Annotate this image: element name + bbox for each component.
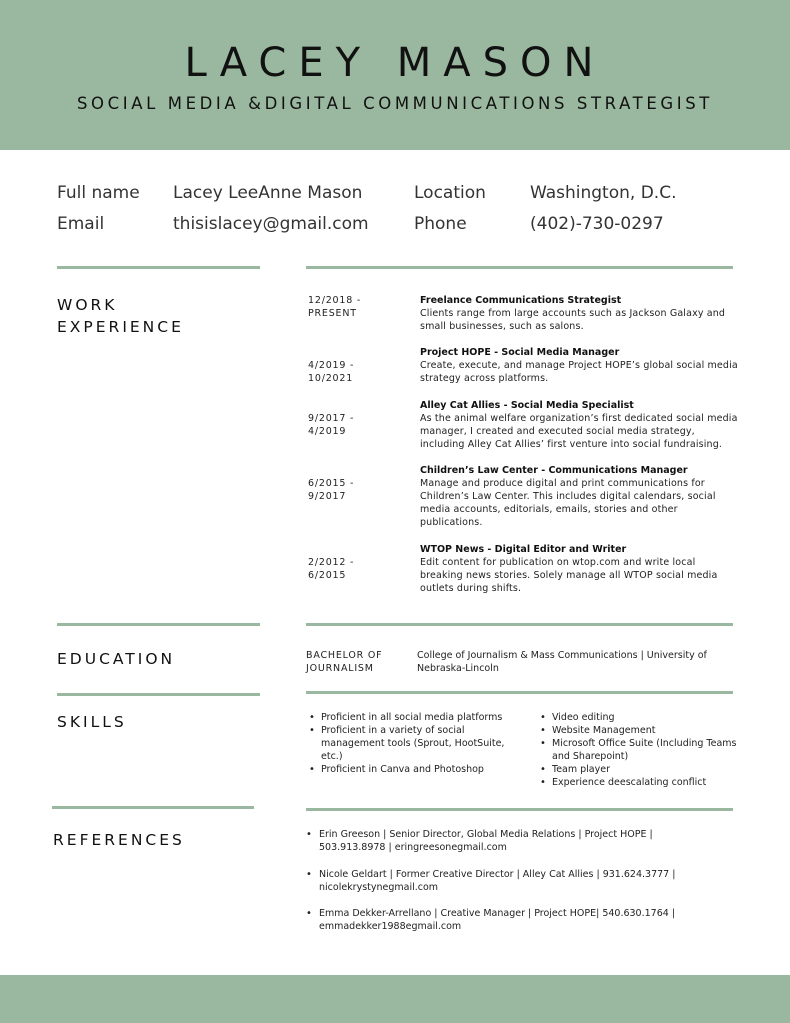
footer-band	[0, 975, 790, 1023]
job-entry	[420, 543, 738, 595]
date-end: PRESENT	[308, 308, 357, 319]
email-label: Email	[57, 214, 105, 234]
section-title-work	[57, 294, 184, 338]
divider	[57, 693, 260, 696]
job-title: Alley Cat Allies - Social Media Specialist	[420, 400, 634, 411]
resume-subtitle: SOCIAL MEDIA &DIGITAL COMMUNICATIONS STRATEGIST	[76, 94, 713, 113]
job-description: Edit content for publication on wtop.com and write local breaking news stories. Solely manage all WTOP social media outlets during shifts.	[420, 557, 718, 594]
skill-item: • Microsoft Office Suite (Including Teams and Sharepoint)	[552, 737, 738, 763]
bullet-icon: •	[306, 829, 312, 840]
divider	[57, 623, 260, 626]
section-title-skills: SKILLS	[57, 713, 127, 731]
skill-item: • Experience deescalating conflict	[552, 776, 738, 789]
reference-line: Erin Greeson | Senior Director, Global Media Relations | Project HOPE |	[319, 829, 653, 840]
reference-line: Emma Dekker-Arrellano | Creative Manager | Project HOPE| 540.630.1764 |	[319, 908, 676, 919]
work-date	[308, 294, 361, 320]
skills-list-right	[538, 711, 738, 789]
job-entry	[420, 294, 738, 333]
skill-item: • Team player	[552, 763, 738, 776]
location-label: Location	[414, 183, 486, 203]
skill-item: • Proficient in a variety of social management tools (Sprout, HootSuite, etc.)	[321, 724, 512, 763]
date-end: 6/2015	[308, 570, 347, 581]
divider	[57, 266, 260, 269]
job-title: Children’s Law Center - Communications Manager	[420, 465, 688, 476]
job-title: Freelance Communications Strategist	[420, 295, 622, 306]
date-start: 6/2015 -	[308, 478, 355, 489]
job-description: Clients range from large accounts such as Jackson Galaxy and small businesses, such as salons.	[420, 308, 726, 332]
education-school	[417, 649, 737, 675]
location-value: Washington, D.C.	[530, 183, 677, 203]
skills-list-left	[307, 711, 512, 776]
degree-line: BACHELOR OF	[306, 650, 383, 661]
school-line: College of Journalism & Mass Communications | University of	[417, 650, 707, 661]
date-start: 9/2017 -	[308, 413, 355, 424]
work-date	[308, 412, 354, 438]
job-entry	[420, 346, 738, 385]
date-end: 10/2021	[308, 373, 354, 384]
job-description: Manage and produce digital and print communications for Children’s Law Center. This includes digital calendars, social media accounts, editorials, emails, stories and other publications.	[420, 478, 716, 528]
date-end: 9/2017	[308, 491, 347, 502]
work-date	[308, 359, 354, 385]
full-name-label: Full name	[57, 183, 140, 203]
reference-line: 503.913.8978 | eringreesonegmail.com	[319, 842, 507, 853]
skill-item: • Website Management	[552, 724, 738, 737]
reference-line: emmadekker1988egmail.com	[319, 921, 462, 932]
email-value: thisislacey@gmail.com	[173, 214, 369, 234]
job-description: Create, execute, and manage Project HOPE’s global social media strategy across platforms.	[420, 360, 738, 384]
date-start: 4/2019 -	[308, 360, 355, 371]
job-description: As the animal welfare organization’s first dedicated social media manager, I created and executed social media strategy, including Alley Cat Allies’ first venture into social fundraising.	[420, 413, 738, 450]
full-name-value: Lacey LeeAnne Mason	[173, 183, 363, 203]
phone-value: (402)-730-0297	[530, 214, 664, 234]
divider	[306, 691, 733, 694]
reference-line: nicolekrystynegmail.com	[319, 882, 439, 893]
bullet-icon: •	[306, 869, 312, 880]
reference-line: Nicole Geldart | Former Creative Director | Alley Cat Allies | 931.624.3777 |	[319, 869, 676, 880]
section-title-references: REFERENCES	[53, 831, 185, 849]
section-title-education: EDUCATION	[57, 650, 176, 668]
education-degree	[306, 649, 382, 675]
date-end: 4/2019	[308, 426, 347, 437]
skill-item: • Proficient in Canva and Photoshop	[321, 763, 512, 776]
degree-line: JOURNALISM	[306, 663, 374, 674]
phone-label: Phone	[414, 214, 467, 234]
divider	[52, 806, 254, 809]
divider	[306, 808, 733, 811]
skill-item: • Proficient in all social media platforms	[321, 711, 512, 724]
date-start: 2/2012 -	[308, 557, 355, 568]
job-entry	[420, 399, 738, 451]
reference-item	[306, 907, 709, 933]
section-title-line: EXPERIENCE	[57, 318, 184, 336]
job-title: Project HOPE - Social Media Manager	[420, 347, 620, 358]
section-title-line: WORK	[57, 296, 118, 314]
school-line: Nebraska-Lincoln	[417, 663, 499, 674]
work-date	[308, 556, 354, 582]
skill-item: • Video editing	[552, 711, 738, 724]
reference-item	[306, 828, 709, 854]
work-date	[308, 477, 354, 503]
bullet-icon: •	[306, 908, 312, 919]
job-entry	[420, 464, 738, 529]
resume-name: LACEY MASON	[184, 40, 606, 86]
divider	[306, 266, 733, 269]
job-title: WTOP News - Digital Editor and Writer	[420, 544, 627, 555]
date-start: 12/2018 -	[308, 295, 362, 306]
reference-item	[306, 868, 709, 894]
divider	[306, 623, 733, 626]
